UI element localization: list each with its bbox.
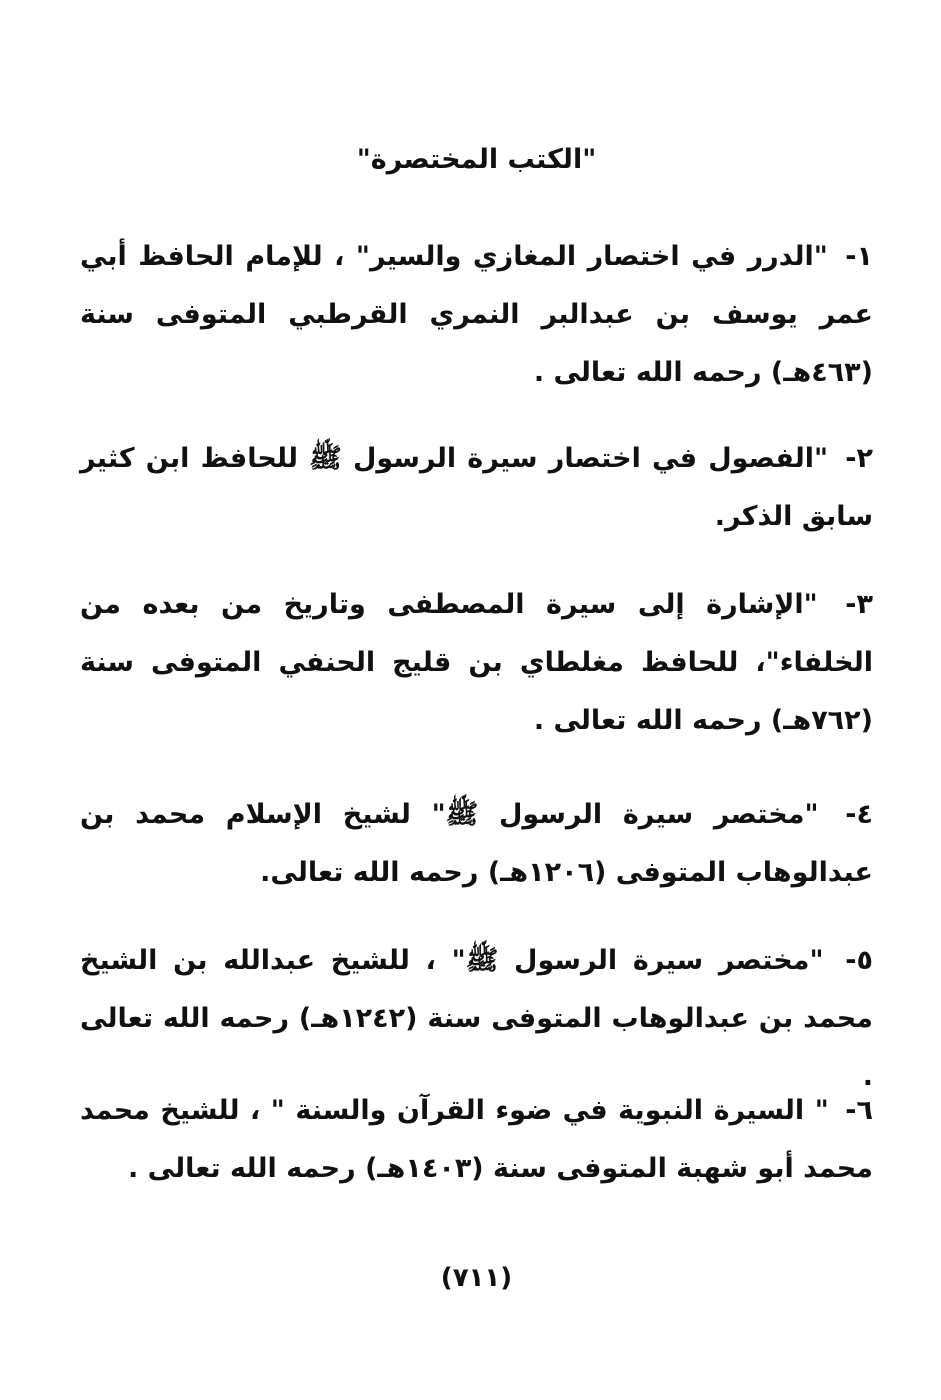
page-title: "الكتب المختصرة"	[356, 144, 597, 175]
list-item-text: "الدرر في اختصار المغازي والسير" ، للإمام الحافظ أبي عمر يوسف بن عبدالبر النمري القرطبي المتوفى سنة (٤٦٣هـ) رحمه الله تعالى .	[80, 241, 873, 388]
list-item	[80, 786, 873, 902]
list-item-number: ٦-	[845, 1095, 873, 1126]
list-item	[80, 228, 873, 402]
list-item-number: ٥-	[845, 945, 873, 976]
list-item-text: "الإشارة إلى سيرة المصطفى وتاريخ من بعده من الخلفاء"، للحافظ مغلطاي بن قليج الحنفي المتوفى سنة (٧٦٢هـ) رحمه الله تعالى .	[80, 589, 873, 736]
list-item	[80, 1082, 873, 1198]
list-item	[80, 932, 873, 1106]
list-item-text: "مختصر سيرة الرسول ﷺ" ، للشيخ عبدالله بن الشيخ محمد بن عبدالوهاب المتوفى سنة (١٢٤٢هـ) رحمه الله تعالى .	[80, 945, 873, 1092]
list-item	[80, 576, 873, 750]
list-item-number: ٣-	[845, 589, 873, 620]
list-item-text: "الفصول في اختصار سيرة الرسول ﷺ للحافظ ابن كثير سابق الذكر.	[80, 443, 873, 532]
list-item	[80, 430, 873, 546]
list-item-text: "مختصر سيرة الرسول ﷺ" لشيخ الإسلام محمد بن عبدالوهاب المتوفى (١٢٠٦هـ) رحمه الله تعالى.	[80, 799, 873, 888]
page-number: (٧١١)	[440, 1263, 513, 1293]
list-item-text: " السيرة النبوية في ضوء القرآن والسنة " ، للشيخ محمد محمد أبو شهبة المتوفى سنة (١٤٠٣هـ) رحمه الله تعالى .	[80, 1095, 873, 1184]
list-item-number: ٢-	[845, 443, 873, 474]
list-item-number: ٤-	[845, 799, 873, 830]
list-item-number: ١-	[845, 241, 873, 272]
document-page	[80, 0, 873, 1400]
